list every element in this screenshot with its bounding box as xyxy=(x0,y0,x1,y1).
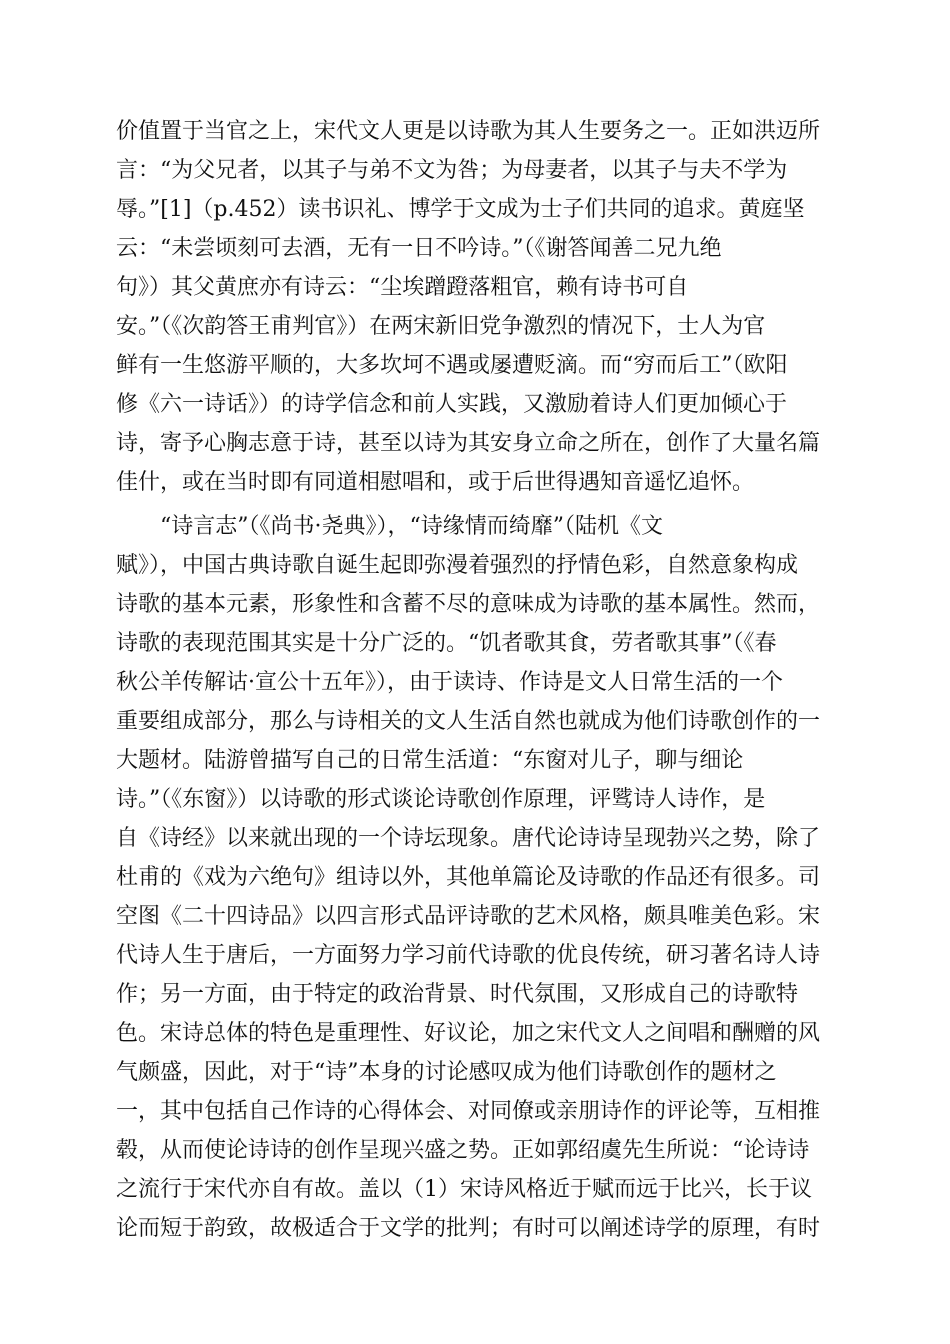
text-line: 鲜有一生悠游平顺的，大多坎坷不遇或屡遭贬滴。而“穷而后工”（欧阳 xyxy=(116,353,788,378)
text-line: 杜甫的《戏为六绝句》组诗以外，其他单篇论及诗歌的作品还有很多。司 xyxy=(116,865,821,890)
text-line: 重要组成部分，那么与诗相关的文人生活自然也就成为他们诗歌创作的一 xyxy=(116,709,821,734)
text-line: 赋》），中国古典诗歌自诞生起即弥漫着强烈的抒情色彩，自然意象构成 xyxy=(116,553,799,578)
text-line: 佳什，或在当时即有同道相慰唱和，或于后世得遇知音遥忆追怀。 xyxy=(116,470,755,495)
text-line: 诗歌的表现范围其实是十分广泛的。“饥者歌其食，劳者歌其事”（《春 xyxy=(116,631,777,656)
paragraph-1 xyxy=(116,112,836,502)
text-line: 之流行于宋代亦自有故。盖以（1）宋诗风格近于赋而远于比兴，长于议 xyxy=(116,1177,812,1202)
text-line: 云：“未尝顷刻可去酒，无有一日不吟诗。”（《谢答闻善二兄九绝 xyxy=(116,236,722,261)
text-line: 气颇盛，因此，对于“诗”本身的讨论感叹成为他们诗歌创作的题材之 xyxy=(116,1060,777,1085)
text-line: 安。”（《次韵答王甫判官》）在两宋新旧党争激烈的情况下，士人为官 xyxy=(116,314,766,339)
text-line: 作；另一方面，由于特定的政治背景、时代氛围，又形成自己的诗歌特 xyxy=(116,982,799,1007)
text-line: 空图《二十四诗品》以四言形式品评诗歌的艺术风格，颇具唯美色彩。宋 xyxy=(116,904,821,929)
text-line: 论而短于韵致，故极适合于文学的批判；有时可以阐述诗学的原理，有时 xyxy=(116,1216,821,1241)
text-line: 自《诗经》以来就出现的一个诗坛现象。唐代论诗诗呈现勃兴之势，除了 xyxy=(116,826,821,851)
text-line: 色。宋诗总体的特色是重理性、好议论，加之宋代文人之间唱和酬赠的风 xyxy=(116,1021,821,1046)
text-line: 诗，寄予心胸志意于诗，甚至以诗为其安身立命之所在，创作了大量名篇 xyxy=(116,431,821,456)
paragraph-2 xyxy=(116,507,836,1248)
text-line: 毂，从而使论诗诗的创作呈现兴盛之势。正如郭绍虞先生所说：“论诗诗 xyxy=(116,1138,810,1163)
text-line: 言：“为父兄者，以其子与弟不文为咎；为母妻者，以其子与夫不学为 xyxy=(116,158,788,183)
text-line: 修《六一诗话》）的诗学信念和前人实践，又激励着诗人们更加倾心于 xyxy=(116,392,788,417)
text-line: 句》）其父黄庶亦有诗云：“尘埃蹭蹬落粗官，赖有诗书可自 xyxy=(116,275,689,300)
text-line: 诗歌的基本元素，形象性和含蓄不尽的意味成为诗歌的基本属性。然而， xyxy=(116,592,821,617)
text-line: 代诗人生于唐后，一方面努力学习前代诗歌的优良传统，研习著名诗人诗 xyxy=(116,943,821,968)
text-line: 价值置于当官之上，宋代文人更是以诗歌为其人生要务之一。正如洪迈所 xyxy=(116,119,821,144)
text-line: 大题材。陆游曾描写自己的日常生活道：“东窗对儿子，聊与细论 xyxy=(116,748,744,773)
text-line: 一，其中包括自己作诗的心得体会、对同僚或亲朋诗作的评论等，互相推 xyxy=(116,1099,821,1124)
text-line: “诗言志”（《尚书·尧典》），“诗缘情而绮靡”（陆机《文 xyxy=(116,514,663,539)
text-line: 秋公羊传解诂·宣公十五年》），由于读诗、作诗是文人日常生活的一个 xyxy=(116,670,783,695)
text-line: 辱。”[1]（p.452）读书识礼、博学于文成为士子们共同的追求。黄庭坚 xyxy=(116,197,805,222)
text-line: 诗。”（《东窗》）以诗歌的形式谈论诗歌创作原理，评骘诗人诗作，是 xyxy=(116,787,766,812)
